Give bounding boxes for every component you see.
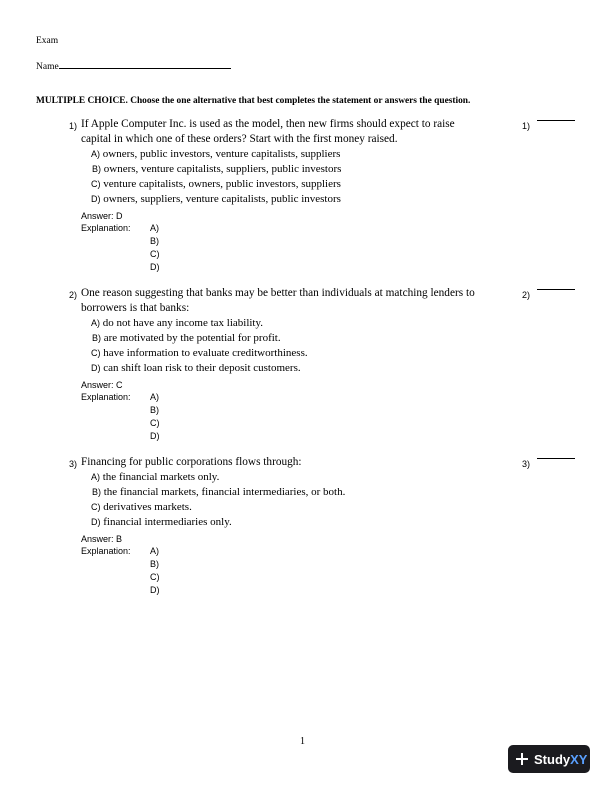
question-number: 2) [69,290,78,300]
studyxy-badge[interactable] [508,745,590,773]
explanation-label: Explanation: [81,223,131,233]
explanation-letter: B) [150,405,159,415]
option-a[interactable]: A) the financial markets only. [91,471,220,483]
question-text: If Apple Computer Inc. is used as the model, then new firms should expect to raise capital in which one of these orders? Start with the first money raised. [81,118,455,145]
option-c[interactable]: C) have information to evaluate creditworthiness. [91,347,308,359]
response-blank[interactable] [537,289,575,290]
explanation-letter: C) [150,249,160,259]
question-text: One reason suggesting that banks may be better than individuals at matching lenders to borrowers is that banks: [81,287,475,314]
option-d[interactable]: D) can shift loan risk to their deposit customers. [91,362,301,374]
answer-key: Answer: D [81,211,123,221]
option-b[interactable]: B) the financial markets, financial intermediaries, or both. [92,486,346,498]
explanation-letter: A) [150,546,159,556]
explanation-letter: B) [150,236,159,246]
question-number: 1) [69,121,78,131]
explanation-letter: C) [150,418,160,428]
explanation-label: Explanation: [81,546,131,556]
exam-label: Exam [36,36,59,46]
explanation-letter: D) [150,585,160,595]
explanation-letter: D) [150,431,160,441]
option-d[interactable]: D) owners, suppliers, venture capitalists, public investors [91,193,341,205]
response-blank[interactable] [537,120,575,121]
name-label: Name [36,62,59,72]
question-text: Financing for public corporations flows through: [81,456,302,468]
instructions-heading: MULTIPLE CHOICE. Choose the one alternative that best completes the statement or answers the question. [36,96,471,106]
explanation-letter: B) [150,559,159,569]
option-b[interactable]: B) are motivated by the potential for profit. [92,332,281,344]
explanation-letter: A) [150,392,159,402]
name-field[interactable] [36,60,231,72]
response-blank[interactable] [537,458,575,459]
page-number: 1 [300,736,305,747]
explanation-letter: C) [150,572,160,582]
option-b[interactable]: B) owners, venture capitalists, suppliers, public investors [92,163,342,175]
plus-icon [516,753,528,765]
option-c[interactable]: C) derivatives markets. [91,501,192,513]
response-number: 3) [522,459,531,469]
option-c[interactable]: C) venture capitalists, owners, public investors, suppliers [91,178,341,190]
option-a[interactable]: A) owners, public investors, venture capitalists, suppliers [91,148,341,160]
answer-key: Answer: C [81,380,123,390]
option-a[interactable]: A) do not have any income tax liability. [91,317,264,329]
option-d[interactable]: D) financial intermediaries only. [91,516,232,528]
question-number: 3) [69,459,78,469]
explanation-letter: D) [150,262,160,272]
explanation-letter: A) [150,223,159,233]
response-number: 2) [522,290,531,300]
response-number: 1) [522,121,531,131]
explanation-label: Explanation: [81,392,131,402]
badge-brand-text: StudyXY [534,751,588,767]
answer-key: Answer: B [81,534,123,544]
name-underline[interactable] [59,60,231,69]
